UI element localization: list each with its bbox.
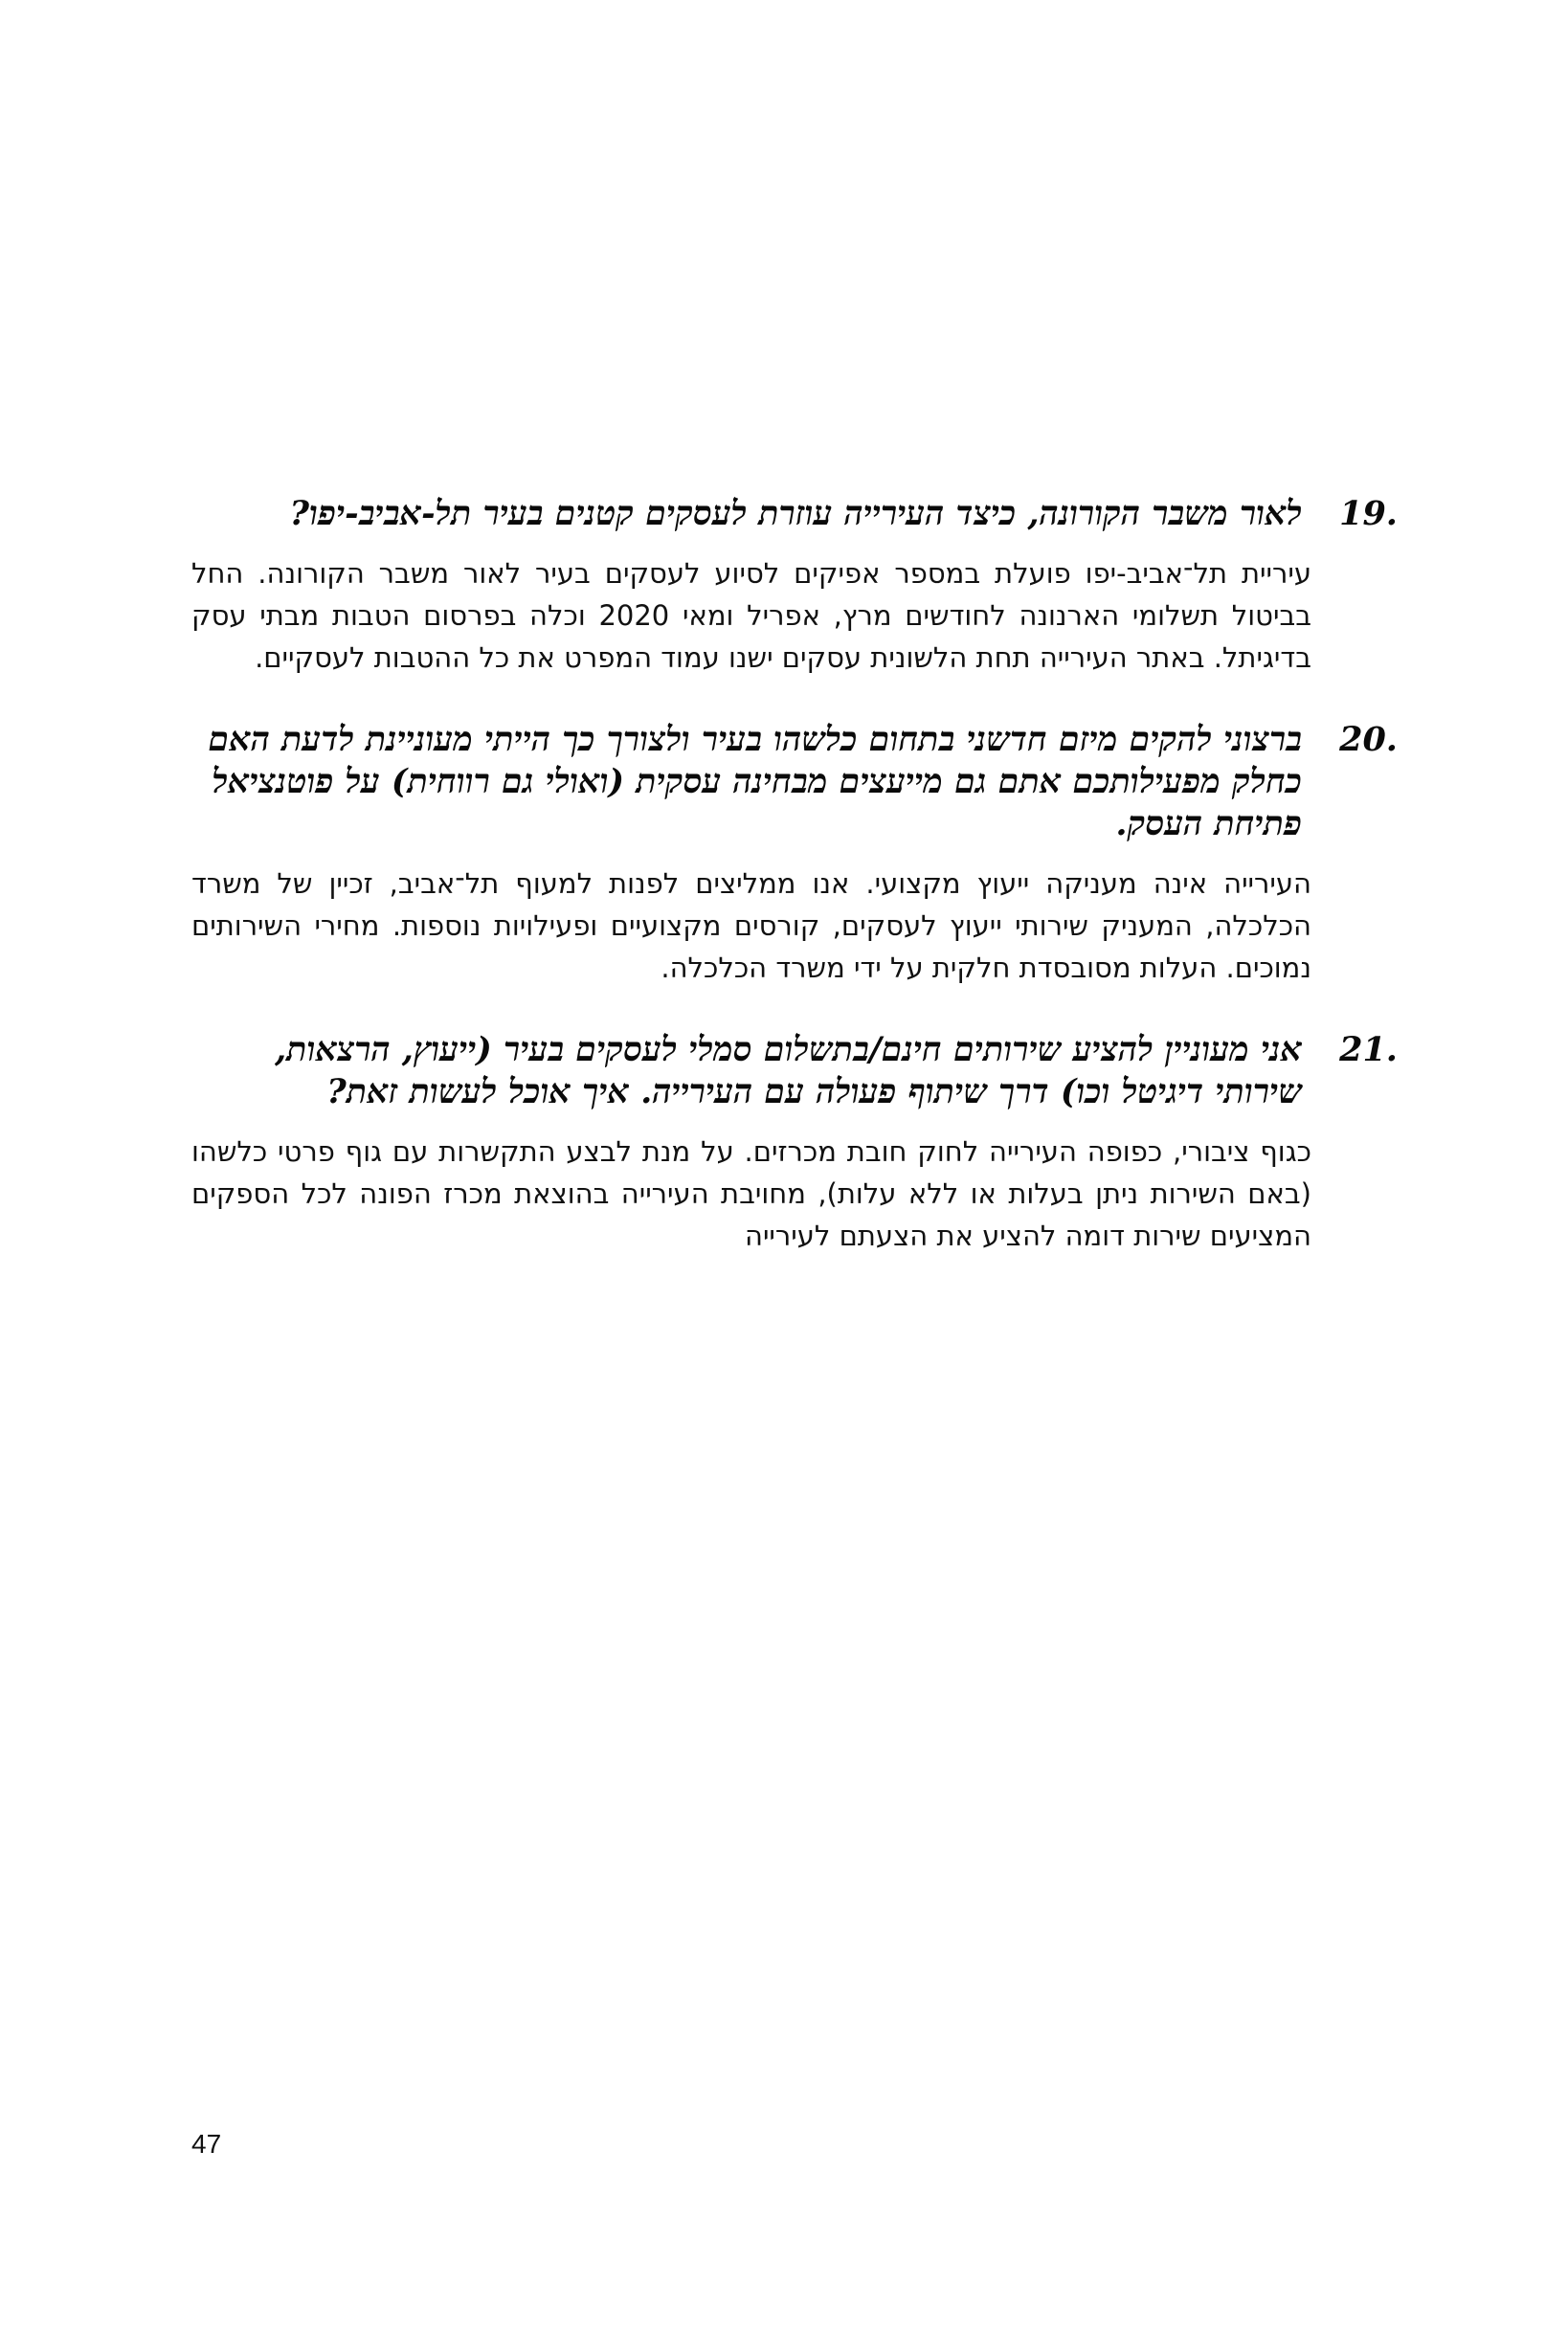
- faq-item: [191, 1029, 1398, 1257]
- faq-question: [191, 719, 1398, 845]
- faq-item: [191, 493, 1398, 679]
- question-number: 19.: [1339, 494, 1398, 533]
- faq-question: [191, 493, 1398, 535]
- question-number: 21.: [1339, 1030, 1398, 1069]
- question-number: 20.: [1339, 720, 1398, 759]
- question-text: לאור משבר הקורונה, כיצד העירייה עוזרת לעסקים קטנים בעיר תל-אביב-יפו?: [289, 494, 1302, 533]
- question-text: ברצוני להקים מיזם חדשני בתחום כלשהו בעיר ולצורך כך הייתי מעוניינת לדעת האם כחלק מפעילותכם אתם גם מייעצים מבחינה עסקית (ואולי גם רווחית) על פוטנציאל פתיחת העסק.: [208, 720, 1302, 843]
- faq-answer: עיריית תל־אביב-יפו פועלת במספר אפיקים לסיוע לעסקים בעיר לאור משבר הקורונה. החל בביטול תשלומי הארנונה לחודשים מרץ, אפריל ומאי 2020 וכלה בפרסום הטבות מבתי עסק בדיגיתל. באתר העירייה תחת הלשונית עסקים ישנו עמוד המפרט את כל ההטבות לעסקיים.: [191, 557, 1311, 674]
- faq-answer: כגוף ציבורי, כפופה העירייה לחוק חובת מכרזים. על מנת לבצע התקשרות עם גוף פרטי כלשהו (באם השירות ניתן בעלות או ללא עלות), מחויבת העירייה בהוצאת מכרז הפונה לכל הספקים המציעים שירות דומה להציע את הצעתם לעירייה: [191, 1135, 1311, 1252]
- page-number: 47: [191, 2129, 222, 2159]
- faq-question: [191, 1029, 1398, 1113]
- faq-answer: העירייה אינה מעניקה ייעוץ מקצועי. אנו ממליצים לפנות למעוף תל־אביב, זכיין של משרד הכלכלה, המעניק שירותי ייעוץ לעסקים, קורסים מקצועיים ופעילויות נוספות. מחירי השירותים נמוכים. העלות מסובסדת חלקית על ידי משרד הכלכלה.: [191, 867, 1311, 984]
- faq-section: [191, 493, 1398, 1257]
- question-text: אני מעוניין להציע שירותים חינם/בתשלום סמלי לעסקים בעיר (ייעוץ, הרצאות, שירותי דיגיטל וכו) דרך שיתוף פעולה עם העירייה. איך אוכל לעשות זאת?: [274, 1030, 1302, 1111]
- faq-item: [191, 719, 1398, 989]
